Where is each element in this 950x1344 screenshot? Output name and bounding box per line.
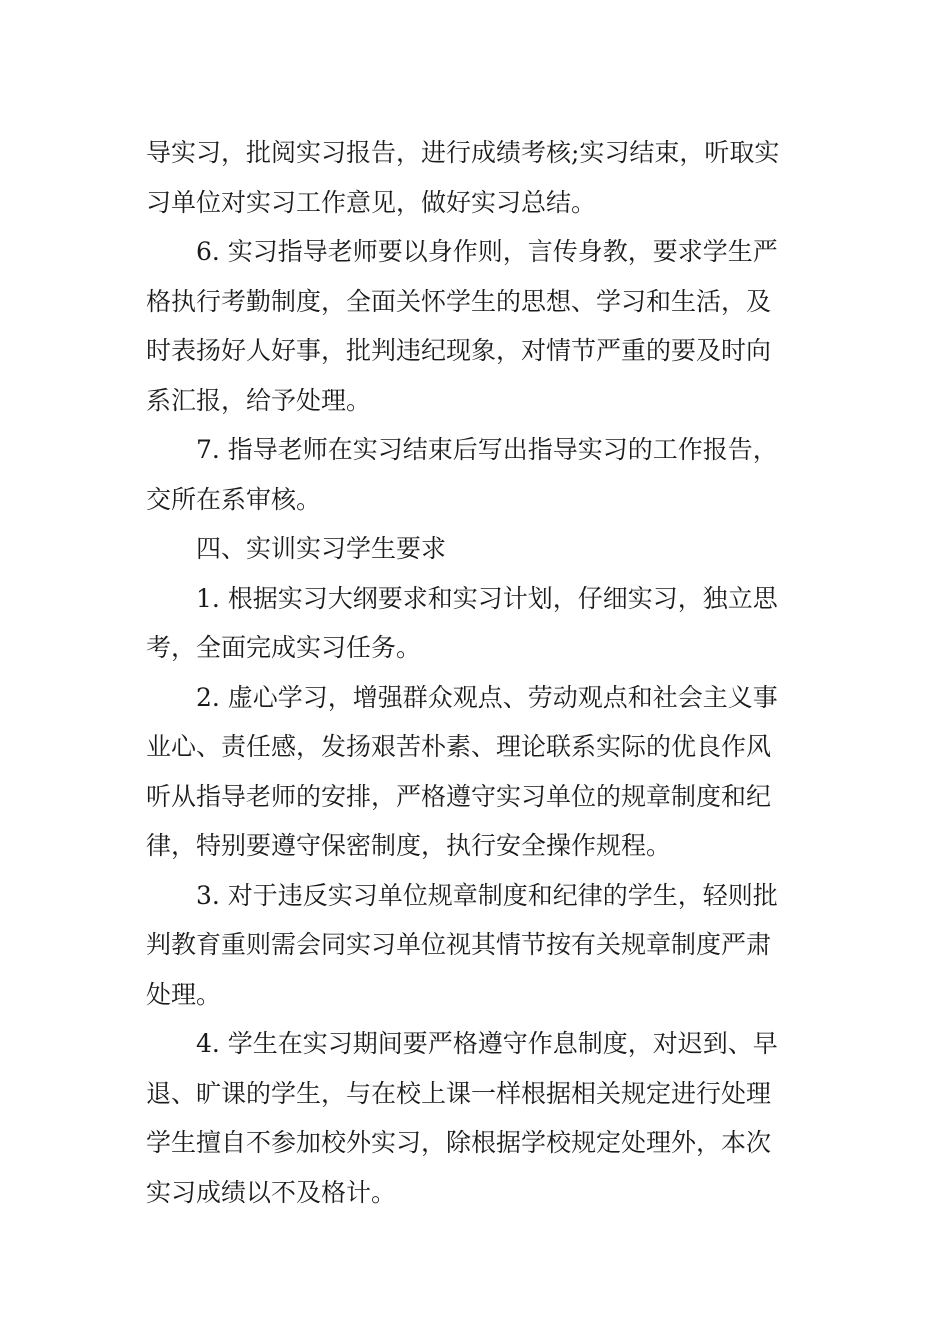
text-line: 处理。 — [146, 979, 222, 1009]
text-line: 实习成绩以不及格计。 — [146, 1177, 397, 1207]
text-line: 退、旷课的学生，与在校上课一样根据相关规定进行处理 — [146, 1078, 772, 1108]
text-line: 系汇报，给予处理。 — [146, 385, 372, 415]
text-line: 格执行考勤制度，全面关怀学生的思想、学习和生活，及 — [146, 286, 772, 316]
text-line: 1. 根据实习大纲要求和实习计划，仔细实习，独立思 — [196, 583, 778, 613]
text-line: 判教育重则需会同实习单位视其情节按有关规章制度严肃 — [146, 930, 772, 959]
text-line: 交所在系审核。 — [146, 484, 322, 514]
text-line: 律，特别要遵守保密制度，执行安全操作规程。 — [146, 831, 672, 860]
text-line: 学生擅自不参加校外实习，除根据学校规定处理外，本次 — [146, 1128, 772, 1157]
text-line: 时表扬好人好事，批判违纪现象，对情节严重的要及时向 — [146, 336, 772, 365]
text-line: 6. 实习指导老师要以身作则，言传身教，要求学生严 — [196, 237, 778, 266]
text-line: 2. 虚心学习，增强群众观点、劳动观点和社会主义事 — [196, 682, 778, 712]
text-line: 3. 对于违反实习单位规章制度和纪律的学生，轻则批 — [196, 880, 778, 910]
text-line: 习单位对实习工作意见，做好实习总结。 — [146, 187, 597, 217]
text-line: 导实习，批阅实习报告，进行成绩考核;实习结束，听取实 — [146, 138, 780, 167]
text-line: 听从指导老师的安排，严格遵守实习单位的规章制度和纪 — [146, 781, 772, 811]
document-body — [146, 128, 808, 1217]
text-line: 7. 指导老师在实习结束后写出指导实习的工作报告， — [196, 435, 778, 464]
text-line: 考，全面完成实习任务。 — [146, 633, 422, 662]
text-line: 4. 学生在实习期间要严格遵守作息制度，对迟到、早 — [196, 1029, 778, 1058]
text-line: 业心、责任感，发扬艰苦朴素、理论联系实际的优良作风 — [146, 732, 772, 761]
section-heading: 四、实训实习学生要求 — [196, 534, 447, 563]
